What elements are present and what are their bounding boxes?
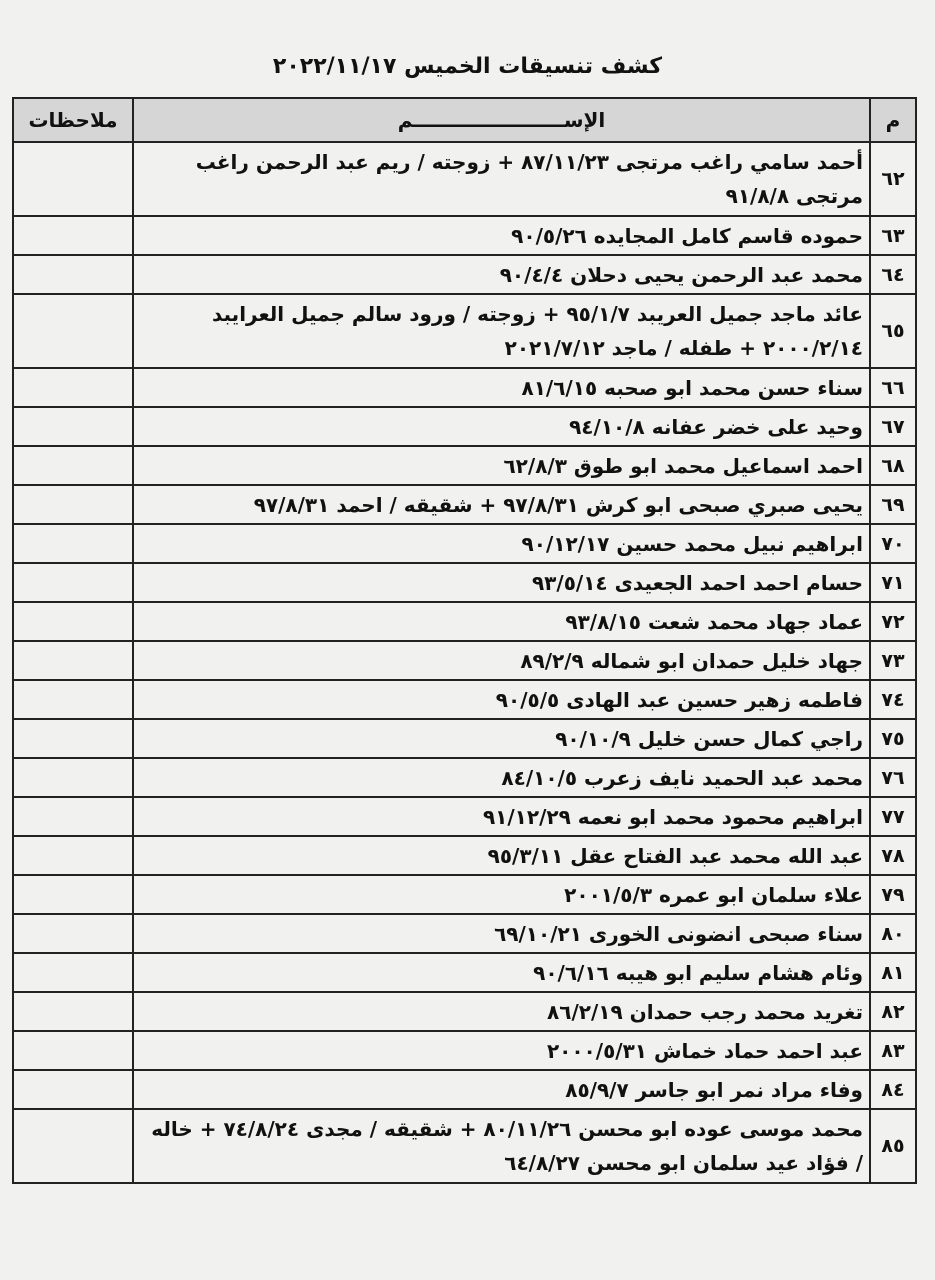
row-name: احمد اسماعيل محمد ابو طوق ٦٢/٨/٣ [133,446,870,485]
row-notes [13,641,133,680]
table-row [13,485,916,524]
row-name: سناء صبحى انضونى الخورى ٦٩/١٠/٢١ [133,914,870,953]
row-name: عبد الله محمد عبد الفتاح عقل ٩٥/٣/١١ [133,836,870,875]
table-row [13,563,916,602]
row-name: ابراهيم محمود محمد ابو نعمه ٩١/١٢/٢٩ [133,797,870,836]
row-number: ٧٩ [870,875,916,914]
row-name: عبد احمد حماد خماش ٢٠٠٠/٥/٣١ [133,1031,870,1070]
row-name: راجي كمال حسن خليل ٩٠/١٠/٩ [133,719,870,758]
table-row [13,875,916,914]
row-notes [13,485,133,524]
row-notes [13,407,133,446]
row-notes [13,836,133,875]
row-number: ٨٠ [870,914,916,953]
row-number: ٨٤ [870,1070,916,1109]
table-row [13,446,916,485]
row-number: ٧٠ [870,524,916,563]
row-number: ٧٣ [870,641,916,680]
row-notes [13,797,133,836]
row-notes [13,563,133,602]
row-number: ٨٣ [870,1031,916,1070]
row-number: ٧٨ [870,836,916,875]
table-row [13,719,916,758]
row-number: ٦٣ [870,216,916,255]
row-name: فاطمه زهير حسين عبد الهادى ٩٠/٥/٥ [133,680,870,719]
table-row [13,407,916,446]
table-row [13,1070,916,1109]
row-number: ٧٢ [870,602,916,641]
row-notes [13,294,133,368]
row-name: سناء حسن محمد ابو صحبه ٨١/٦/١٥ [133,368,870,407]
row-notes [13,680,133,719]
row-number: ٨٢ [870,992,916,1031]
row-notes [13,602,133,641]
row-notes [13,719,133,758]
table-row [13,142,916,216]
row-name: تغريد محمد رجب حمدان ٨٦/٢/١٩ [133,992,870,1031]
row-number: ٦٩ [870,485,916,524]
table-row [13,602,916,641]
row-notes [13,992,133,1031]
row-number: ٦٦ [870,368,916,407]
row-notes [13,142,133,216]
table-row [13,992,916,1031]
row-number: ٧٦ [870,758,916,797]
row-name: وحيد على خضر عفانه ٩٤/١٠/٨ [133,407,870,446]
row-name: عماد جهاد محمد شعت ٩٣/٨/١٥ [133,602,870,641]
table-row [13,368,916,407]
row-number: ٦٧ [870,407,916,446]
table-row [13,914,916,953]
row-name: محمد موسى عوده ابو محسن ٨٠/١١/٢٦ + شقيقه / مجدى ٧٤/٨/٢٤ + خاله / فؤاد عيد سلمان ابو محسن ٦٤/٨/٢٧ [133,1109,870,1183]
row-name: محمد عبد الحميد نايف زعرب ٨٤/١٠/٥ [133,758,870,797]
row-number: ٧١ [870,563,916,602]
row-notes [13,758,133,797]
row-notes [13,216,133,255]
table-row [13,524,916,563]
row-number: ٦٢ [870,142,916,216]
table-row [13,797,916,836]
row-name: حسام احمد احمد الجعيدى ٩٣/٥/١٤ [133,563,870,602]
table-body [13,142,916,1183]
row-notes [13,1109,133,1183]
row-name: عائد ماجد جميل العريبد ٩٥/١/٧ + زوجته / ورود سالم جميل العرايبد ٢٠٠٠/٢/١٤ + طفله / ماجد ٢٠٢١/٧/١٢ [133,294,870,368]
row-number: ٨٥ [870,1109,916,1183]
row-notes [13,875,133,914]
page-title: كشف تنسيقات الخميس ٢٠٢٢/١١/١٧ [272,54,663,79]
row-name: وفاء مراد نمر ابو جاسر ٨٥/٩/٧ [133,1070,870,1109]
coordination-table [12,97,917,1184]
row-notes [13,953,133,992]
row-number: ٦٤ [870,255,916,294]
row-name: أحمد سامي راغب مرتجى ٨٧/١١/٢٣ + زوجته / ريم عبد الرحمن راغب مرتجى ٩١/٨/٨ [133,142,870,216]
row-number: ٧٥ [870,719,916,758]
row-notes [13,1031,133,1070]
row-notes [13,1070,133,1109]
table-row [13,294,916,368]
row-name: محمد عبد الرحمن يحيى دحلان ٩٠/٤/٤ [133,255,870,294]
row-notes [13,914,133,953]
table-row [13,758,916,797]
table-row [13,680,916,719]
table-header-row [13,98,916,142]
row-name: ابراهيم نبيل محمد حسين ٩٠/١٢/١٧ [133,524,870,563]
header-notes: ملاحظات [13,98,133,142]
row-notes [13,255,133,294]
table-row [13,255,916,294]
table-row [13,216,916,255]
row-number: ٦٥ [870,294,916,368]
row-name: يحيى صبري صبحى ابو كرش ٩٧/٨/٣١ + شقيقه / احمد ٩٧/٨/٣١ [133,485,870,524]
row-number: ٧٤ [870,680,916,719]
row-name: حموده قاسم كامل المجايده ٩٠/٥/٢٦ [133,216,870,255]
row-notes [13,524,133,563]
row-notes [13,446,133,485]
table-row [13,836,916,875]
row-number: ٧٧ [870,797,916,836]
row-number: ٦٨ [870,446,916,485]
table-row [13,1109,916,1183]
table-row [13,641,916,680]
table-row [13,1031,916,1070]
header-name: الإســــــــــــــــــــــم [133,98,870,142]
row-name: جهاد خليل حمدان ابو شماله ٨٩/٢/٩ [133,641,870,680]
row-name: وئام هشام سليم ابو هيبه ٩٠/٦/١٦ [133,953,870,992]
row-name: علاء سلمان ابو عمره ٢٠٠١/٥/٣ [133,875,870,914]
row-notes [13,368,133,407]
header-number: م [870,98,916,142]
row-number: ٨١ [870,953,916,992]
table-row [13,953,916,992]
